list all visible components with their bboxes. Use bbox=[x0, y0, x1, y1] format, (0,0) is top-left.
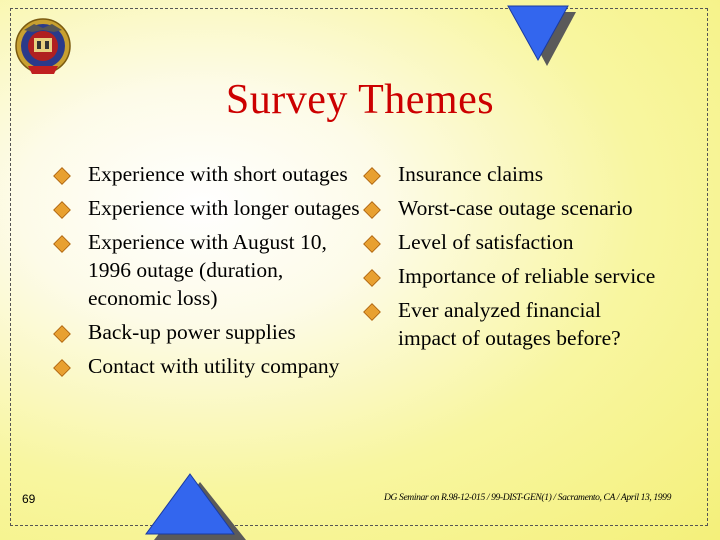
page-number: 69 bbox=[22, 492, 36, 506]
diamond-bullet-icon bbox=[53, 325, 71, 343]
footer-text: DG Seminar on R.98-12-015 / 99-DIST-GEN(1) / Sacramento, CA / April 13, 1999 bbox=[384, 492, 671, 503]
list-item: Experience with short outages bbox=[52, 160, 362, 188]
right-bullet-list bbox=[362, 160, 662, 358]
list-item: Insurance claims bbox=[362, 160, 662, 188]
triangle-icon bbox=[142, 472, 250, 540]
left-bullet-list bbox=[52, 160, 362, 386]
diamond-bullet-icon bbox=[53, 201, 71, 219]
list-item: Experience with longer outages bbox=[52, 194, 362, 222]
list-item: Experience with August 10, 1996 outage (duration, economic loss) bbox=[52, 228, 362, 312]
diamond-bullet-icon bbox=[363, 167, 381, 185]
list-item: Contact with utility company bbox=[52, 352, 362, 380]
list-item: Ever analyzed financial impact of outages before? bbox=[362, 296, 662, 352]
state-seal-icon bbox=[14, 14, 72, 78]
diamond-bullet-icon bbox=[363, 303, 381, 321]
diamond-bullet-icon bbox=[363, 235, 381, 253]
list-item: Back-up power supplies bbox=[52, 318, 362, 346]
list-item: Importance of reliable service bbox=[362, 262, 662, 290]
list-item: Level of satisfaction bbox=[362, 228, 662, 256]
diamond-bullet-icon bbox=[363, 201, 381, 219]
list-item: Worst-case outage scenario bbox=[362, 194, 662, 222]
diamond-bullet-icon bbox=[53, 167, 71, 185]
triangle-icon bbox=[504, 4, 576, 66]
slide-title: Survey Themes bbox=[225, 77, 495, 123]
diamond-bullet-icon bbox=[363, 269, 381, 287]
diamond-bullet-icon bbox=[53, 359, 71, 377]
diamond-bullet-icon bbox=[53, 235, 71, 253]
